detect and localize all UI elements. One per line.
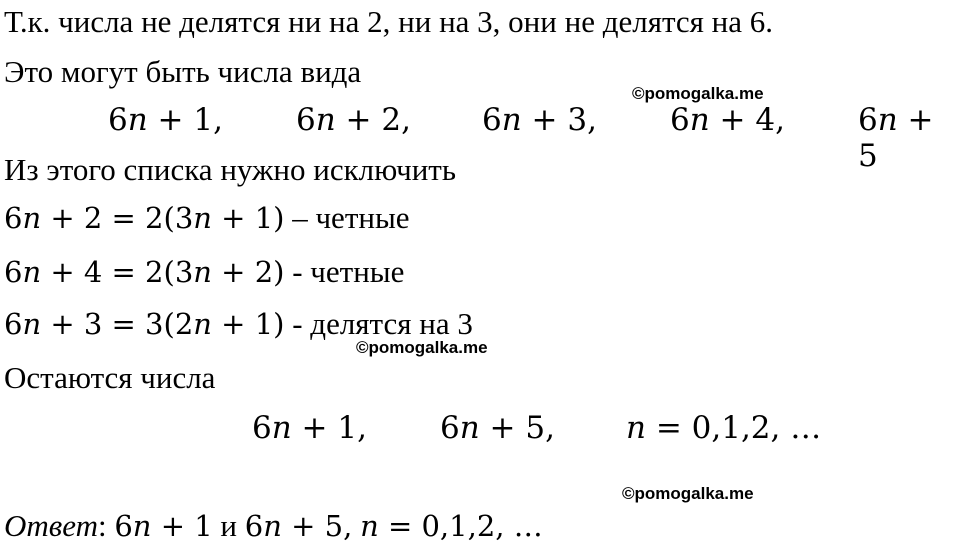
exclusion-3-note: - делятся на 3 (284, 306, 473, 341)
exclusion-3 (4, 308, 473, 339)
exclusion-2-note: - четные (284, 254, 405, 289)
watermark-2: ©pomogalka.me (356, 338, 488, 357)
form-6n-plus-5: 6n + 5 (858, 102, 934, 174)
exclusion-1-formula: 6n + 2 = 2(3n + 1) (4, 201, 285, 235)
answer-and: и (212, 508, 245, 543)
text-line-1: Т.к. числа не делятся ни на 2, ни на 3, они не делятся на 6. (4, 4, 774, 39)
form-6n-plus-3: 6n + 3, (482, 102, 597, 138)
answer-label: Ответ (4, 508, 98, 543)
exclusion-1 (4, 202, 410, 233)
remaining-6n-plus-5: 6n + 5, (440, 410, 555, 446)
form-6n-plus-4: 6n + 4, (670, 102, 785, 138)
watermark-3: ©pomogalka.me (622, 484, 754, 503)
remaining-n-values: n = 0,1,2, … (626, 410, 822, 446)
form-6n-plus-1: 6n + 1, (108, 102, 223, 138)
text-line-2: Это могут быть числа вида (4, 54, 362, 89)
exclusion-1-note: – четные (284, 200, 410, 235)
text-line-3: Из этого списка нужно исключить (4, 152, 456, 187)
answer-colon: : (97, 508, 115, 543)
answer-formula-1: 6n + 1 (114, 509, 213, 543)
text-line-7: Остаются числа (4, 360, 216, 395)
watermark-1: ©pomogalka.me (632, 84, 764, 103)
exclusion-3-formula: 6n + 3 = 3(2n + 1) (4, 307, 285, 341)
form-6n-plus-2: 6n + 2, (296, 102, 411, 138)
exclusion-2 (4, 256, 404, 287)
answer-formula-2: 6n + 5, (244, 509, 353, 543)
exclusion-2-formula: 6n + 4 = 2(3n + 2) (4, 255, 285, 289)
answer-line (4, 510, 543, 541)
answer-formula-3: n = 0,1,2, … (360, 509, 543, 543)
remaining-6n-plus-1: 6n + 1, (252, 410, 367, 446)
